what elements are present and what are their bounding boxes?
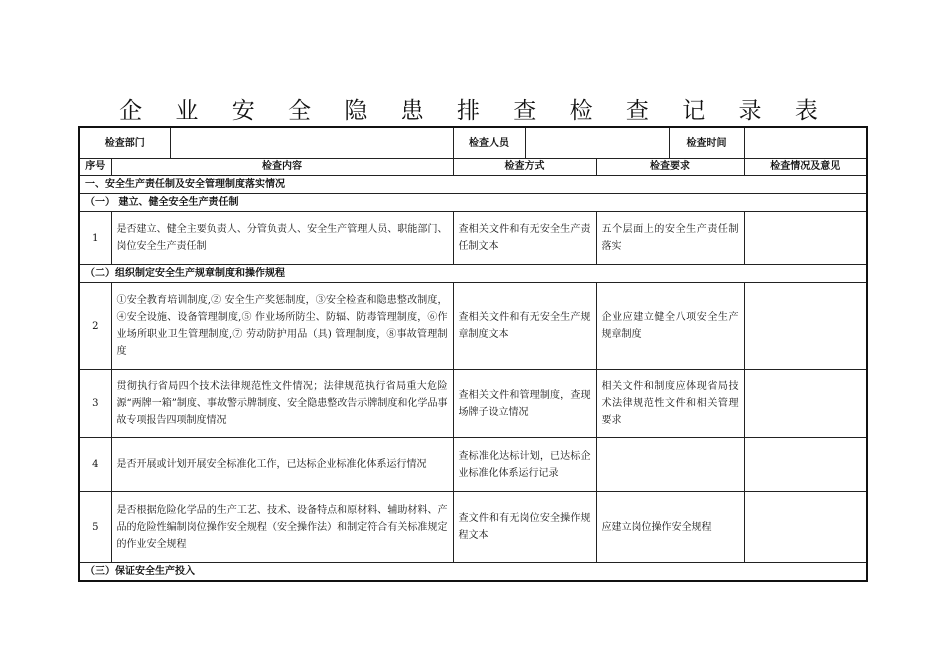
section-row bbox=[79, 176, 867, 194]
row-requirement: 应建立岗位操作安全规程 bbox=[596, 492, 744, 563]
subsection-title: （一） 建立、健全安全生产责任制 bbox=[79, 194, 867, 212]
row-requirement bbox=[596, 438, 744, 492]
row-opinion[interactable] bbox=[744, 438, 867, 492]
row-no: 1 bbox=[79, 212, 111, 265]
row-no: 5 bbox=[79, 492, 111, 563]
row-method: 查相关文件和有无安全生产规章制度文本 bbox=[453, 283, 596, 370]
time-label: 检查时间 bbox=[669, 127, 744, 159]
col-header-method: 检查方式 bbox=[453, 159, 596, 176]
staff-field[interactable] bbox=[525, 127, 669, 159]
row-content: ①安全教育培训制度,② 安全生产奖惩制度，③安全检查和隐患整改制度，④安全设施、设备管理制度,⑤ 作业场所防尘、防辐、防毒管理制度，⑥作业场所职业卫生管理制度,⑦ 劳动防护用品（具) 管理制度，⑧事故管理制度 bbox=[111, 283, 453, 370]
row-method: 查标准化达标计划，已达标企业标准化体系运行记录 bbox=[453, 438, 596, 492]
row-content: 是否根据危险化学品的生产工艺、技术、设备特点和原材料、辅助材料、产品的危险性编制岗位操作安全规程（安全操作法）和制定符合有关标准规定的作业安全规程 bbox=[111, 492, 453, 563]
row-no: 4 bbox=[79, 438, 111, 492]
dept-field[interactable] bbox=[170, 127, 453, 159]
inspection-table bbox=[78, 126, 868, 582]
col-header-opinion: 检查情况及意见 bbox=[744, 159, 867, 176]
column-header-row bbox=[79, 159, 867, 176]
row-opinion[interactable] bbox=[744, 492, 867, 563]
col-header-content: 检查内容 bbox=[111, 159, 453, 176]
row-opinion[interactable] bbox=[744, 370, 867, 438]
header-row bbox=[79, 127, 867, 159]
col-header-requirement: 检查要求 bbox=[596, 159, 744, 176]
row-method: 查文件和有无岗位安全操作规程文本 bbox=[453, 492, 596, 563]
row-opinion[interactable] bbox=[744, 212, 867, 265]
subsection-row bbox=[79, 194, 867, 212]
subsection-title: （三）保证安全生产投入 bbox=[79, 563, 867, 582]
staff-label: 检查人员 bbox=[453, 127, 525, 159]
time-field[interactable] bbox=[744, 127, 867, 159]
row-requirement: 企业应建立健全八项安全生产规章制度 bbox=[596, 283, 744, 370]
table-row bbox=[79, 212, 867, 265]
row-content: 贯彻执行省局四个技术法律规范性文件情况；法律规范执行省局重大危险源“两牌一箱”制度、事故警示牌制度、安全隐患整改告示牌制度和化学品事故专项报告四项制度情况 bbox=[111, 370, 453, 438]
dept-label: 检查部门 bbox=[79, 127, 170, 159]
row-content: 是否建立、健全主要负责人、分管负责人、安全生产管理人员、职能部门、岗位安全生产责任制 bbox=[111, 212, 453, 265]
row-opinion[interactable] bbox=[744, 283, 867, 370]
row-requirement: 相关文件和制度应体现省局技术法律规范性文件和相关管理要求 bbox=[596, 370, 744, 438]
row-requirement: 五个层面上的安全生产责任制落实 bbox=[596, 212, 744, 265]
subsection-title: （二）组织制定安全生产规章制度和操作规程 bbox=[79, 265, 867, 283]
row-content: 是否开展或计划开展安全标准化工作，已达标企业标准化体系运行情况 bbox=[111, 438, 453, 492]
row-no: 2 bbox=[79, 283, 111, 370]
subsection-row bbox=[79, 265, 867, 283]
col-header-no: 序号 bbox=[79, 159, 111, 176]
section-title: 一、安全生产责任制及安全管理制度落实情况 bbox=[79, 176, 867, 194]
row-method: 查相关文件和有无安全生产责任制文本 bbox=[453, 212, 596, 265]
page-title: 企 业 安 全 隐 患 排 查 检 查 记 录 表 bbox=[119, 98, 831, 124]
table-row bbox=[79, 438, 867, 492]
row-no: 3 bbox=[79, 370, 111, 438]
row-method: 查相关文件和管理制度，查现场牌子设立情况 bbox=[453, 370, 596, 438]
table-row bbox=[79, 283, 867, 370]
subsection-row bbox=[79, 563, 867, 582]
table-row bbox=[79, 492, 867, 563]
table-row bbox=[79, 370, 867, 438]
